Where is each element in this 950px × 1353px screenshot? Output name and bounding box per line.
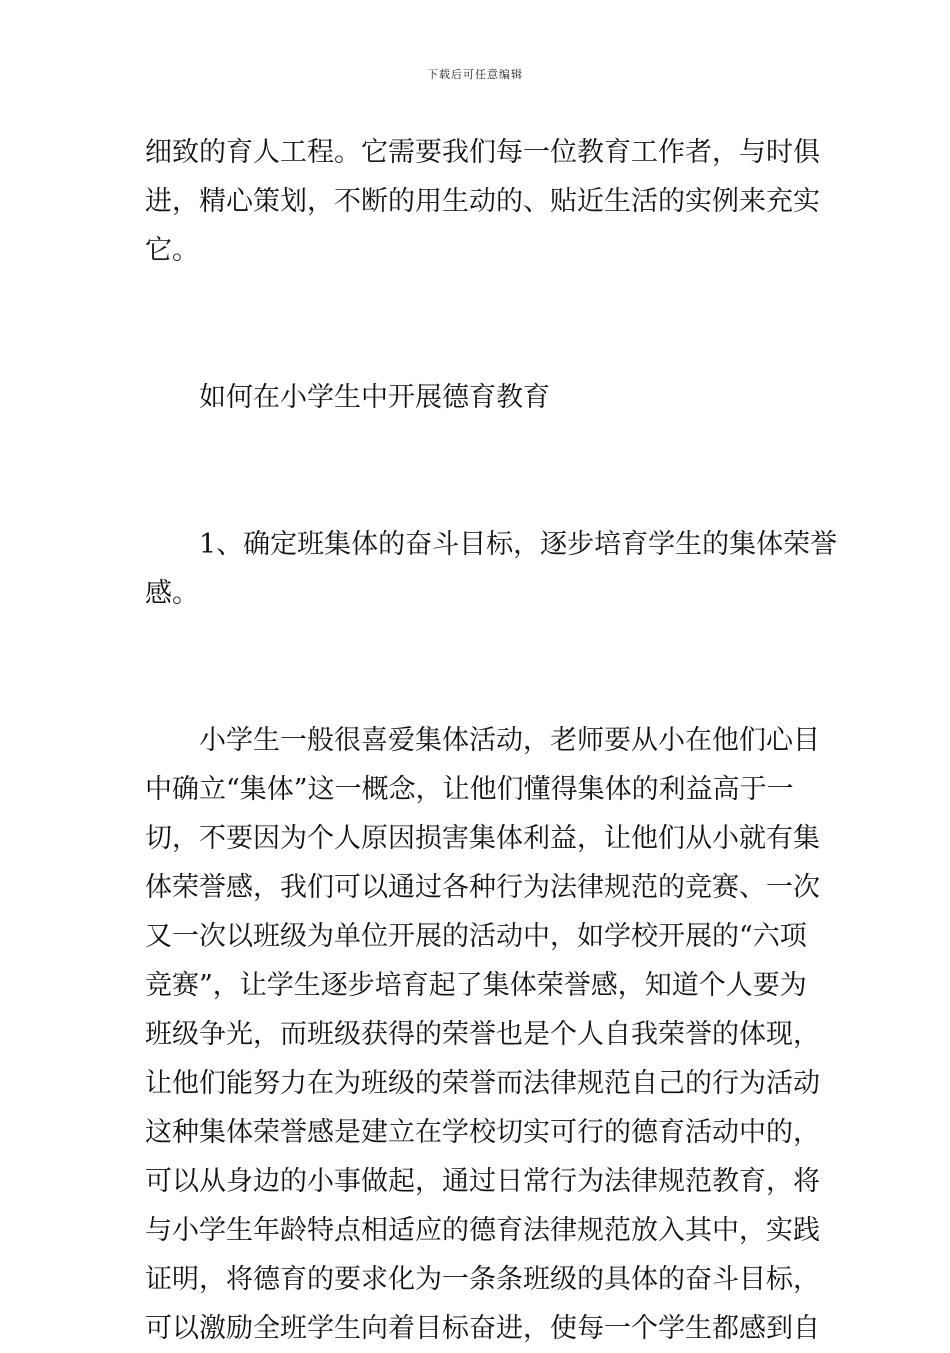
text-line: 可以激励全班学生向着目标奋进，使每一个学生都感到自 (145, 1313, 820, 1344)
text-line: 又一次以班级为单位开展的活动中，如学校开展的“六项 (145, 921, 807, 952)
text-line: 竞赛”，让学生逐步培育起了集体荣誉感，知道个人要为 (145, 970, 807, 1001)
text-line: 体荣誉感，我们可以通过各种行为法律规范的竞赛、一次 (145, 872, 820, 903)
text-line: 证明，将德育的要求化为一条条班级的具体的奋斗目标， (145, 1264, 820, 1295)
paragraph-gap (145, 422, 807, 520)
text-line: 感。 (145, 578, 199, 609)
text-line: 让他们能努力在为班级的荣誉而法律规范自己的行为活动 (145, 1068, 820, 1099)
numbered-point-1 (145, 520, 838, 618)
text-line: 与小学生年龄特点相适应的德育法律规范放入其中，实践 (145, 1215, 820, 1246)
paragraph-continuation (145, 128, 820, 275)
text-line: 1、确定班集体的奋斗目标，逐步培育学生的集体荣誉 (199, 529, 838, 560)
text-line: 班级争光，而班级获得的荣誉也是个人自我荣誉的体现， (145, 1019, 820, 1050)
page-header: 下载后可任意编辑 (427, 68, 523, 81)
paragraph-gap (145, 275, 807, 373)
heading-line: 如何在小学生中开展德育教育 (199, 382, 550, 413)
text-line: 可以从身边的小事做起，通过日常行为法律规范教育，将 (145, 1166, 820, 1197)
text-line: 细致的育人工程。它需要我们每一位教育工作者，与时俱 (145, 137, 820, 168)
text-line: 切，不要因为个人原因损害集体利益，让他们从小就有集 (145, 823, 820, 854)
text-line: 中确立“集体”这一概念，让他们懂得集体的利益高于一 (145, 774, 794, 805)
text-line: 它。 (145, 235, 199, 266)
paragraph-gap (145, 618, 807, 716)
text-line: 进，精心策划，不断的用生动的、贴近生活的实例来充实 (145, 186, 820, 217)
body-paragraph (145, 716, 820, 1353)
document-body (145, 128, 838, 1353)
section-heading (145, 373, 807, 422)
text-line: 小学生一般很喜爱集体活动，老师要从小在他们心目 (199, 725, 820, 756)
text-line: 这种集体荣誉感是建立在学校切实可行的德育活动中的， (145, 1117, 820, 1148)
